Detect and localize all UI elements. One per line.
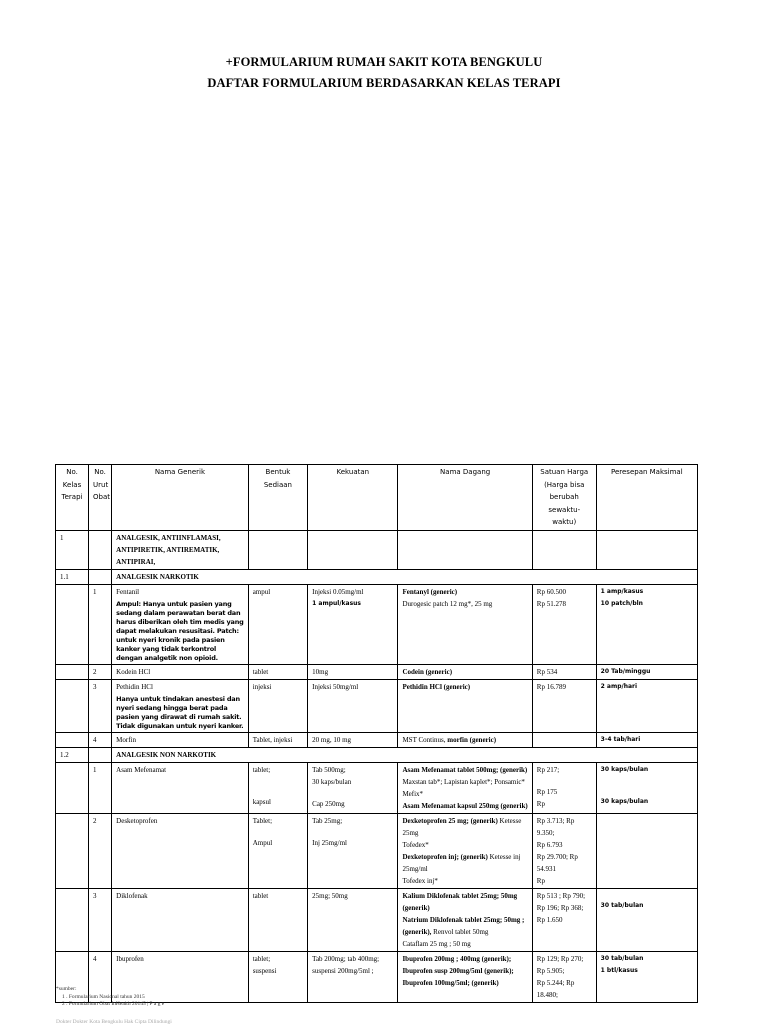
- brand-name: Renvol tablet 50mg: [431, 927, 489, 936]
- brand-name-generic: Dexketoprofen inj; (generik): [402, 852, 488, 861]
- subcategory-number: 1.1: [56, 569, 89, 584]
- max-prescription: 1 amp/kasus: [600, 587, 644, 595]
- strength: 10mg: [308, 664, 398, 679]
- unit-price: Rp 60.500: [536, 587, 566, 596]
- brand-name: Ibuprofen 100mg/5ml; (generik): [402, 978, 499, 987]
- table-row: [56, 584, 698, 664]
- handwritten-note: Ampul: Hanya untuk pasien yang sedang dalam perawatan berat dan harus diberikan oleh tim medis yang dapat melakukan resusitasi. Patch: untuk nyeri kronik pada pasien kanker yang tidak terkontrol dengan analgetik non opioid.: [116, 599, 244, 662]
- header-no-urut: No. Urut Obat: [89, 465, 112, 531]
- strength: 30 kaps/bulan: [312, 777, 352, 786]
- dosage-form: tablet;: [252, 765, 271, 774]
- brand-name: Fentanyl (generic): [402, 587, 458, 596]
- dosage-form: tablet: [248, 888, 307, 951]
- header-kekuatan: Kekuatan: [308, 465, 398, 531]
- max-prescription: 3-4 tab/hari: [596, 732, 697, 747]
- category-row: [56, 530, 698, 569]
- subcategory-label: ANALGESIK NARKOTIK: [112, 569, 698, 584]
- row-number: 3: [89, 679, 112, 732]
- row-number: 4: [89, 951, 112, 1002]
- generic-name: Kodein HCl: [112, 664, 249, 679]
- footnote-reference: 1 . Formularium Nasional tahun 2015: [62, 994, 145, 1000]
- strength: 20 mg, 10 mg: [308, 732, 398, 747]
- dosage-form: ampul: [248, 584, 307, 664]
- unit-price: Rp 6.793: [536, 840, 563, 849]
- brand-name: Codein (generic): [398, 664, 532, 679]
- row-number: 1: [89, 762, 112, 813]
- unit-price: Rp 3.713; Rp 9.350;: [536, 816, 575, 837]
- max-prescription: 20 Tab/minggu: [596, 664, 697, 679]
- strength: Tab 25mg;: [312, 816, 343, 825]
- strength-note: 1 ampul/kasus: [312, 599, 361, 607]
- max-prescription: 10 patch/bln: [600, 599, 643, 607]
- brand-name: Durogesic patch 12 mg*, 25 mg: [402, 599, 493, 608]
- generic-name: Ibuprofen: [112, 951, 249, 1002]
- footnote-source: *sumber:: [56, 986, 77, 992]
- table-row: [56, 679, 698, 732]
- table-row: [56, 813, 698, 888]
- row-number: 3: [89, 888, 112, 951]
- brand-name: Asam Mefenamat kapsul 250mg (generik): [402, 801, 528, 810]
- unit-price: Rp: [536, 876, 545, 885]
- dosage-form: tablet;: [252, 954, 271, 963]
- brand-name: Asam Mefenamat tablet 500mg; (generik): [402, 765, 528, 774]
- subcategory-number: 1.2: [56, 747, 89, 762]
- brand-name: Ketesse inj 25mg/ml: [402, 852, 521, 873]
- subcategory-row: [56, 569, 698, 584]
- max-prescription: 30 kaps/bulan: [600, 797, 649, 805]
- unit-price: Rp 51.278: [536, 599, 566, 608]
- subcategory-row: [56, 747, 698, 762]
- max-prescription: 30 tab/bulan: [600, 901, 644, 909]
- brand-name: Pethidin HCl (generic): [398, 679, 532, 732]
- strength: 25mg; 50mg: [308, 888, 398, 951]
- brand-name: MST Continus,: [402, 735, 448, 744]
- header-satuan-harga: Satuan Harga (Harga bisa berubah sewaktu-waktu): [532, 465, 596, 531]
- brand-name: Maxstan tab*; Lapistan kaplet*; Ponsamic* Mefix*: [402, 777, 525, 798]
- strength: Injeksi 0.05mg/ml: [312, 587, 364, 596]
- brand-name: Cataflam 25 mg ; 50 mg: [402, 939, 471, 948]
- unit-price: Rp 196; Rp 368;: [536, 903, 584, 912]
- dosage-form: Tablet, injeksi: [248, 732, 307, 747]
- dosage-form: Ampul: [252, 838, 273, 847]
- unit-price: Rp: [536, 799, 545, 808]
- header-nama-generik: Nama Generik: [112, 465, 249, 531]
- row-number: 2: [89, 813, 112, 888]
- brand-name: Natrium Diklofenak tablet 25mg; 50mg ;: [402, 915, 525, 924]
- strength: Cap 250mg: [312, 799, 345, 808]
- strength: suspensi 200mg/5ml ;: [312, 966, 374, 975]
- footnote-reference: 2 . Formularium Obat InHealth 20145 | P a g e: [62, 1001, 165, 1007]
- document-subtitle: DAFTAR FORMULARIUM BERDASARKAN KELAS TERAPI: [207, 76, 561, 90]
- max-prescription: 30 kaps/bulan: [600, 765, 649, 773]
- dosage-form: tablet: [248, 664, 307, 679]
- max-prescription: 1 btl/kasus: [600, 966, 638, 974]
- strength: Injeksi 50mg/ml: [308, 679, 398, 732]
- brand-name: Kalium Diklofenak tablet 25mg; 50mg (generik): [402, 891, 518, 912]
- subcategory-label: ANALGESIK NON NARKOTIK: [112, 747, 698, 762]
- generic-name: Diklofenak: [112, 888, 249, 951]
- strength: Tab 500mg;: [312, 765, 346, 774]
- brand-name-generic: Dexketoprofen 25 mg; (generik): [402, 816, 498, 825]
- unit-price: Rp 1.650: [536, 915, 563, 924]
- brand-name: Tofedex inj*: [402, 876, 438, 885]
- table-row: [56, 732, 698, 747]
- unit-price: Rp 129; Rp 270;: [536, 954, 584, 963]
- row-number: 1: [89, 584, 112, 664]
- generic-name: Asam Mefenamat: [112, 762, 249, 813]
- brand-name: Ibuprofen susp 200mg/5ml (generik);: [402, 966, 514, 975]
- dosage-form: kapsul: [252, 797, 271, 806]
- formulary-table: [55, 464, 698, 1003]
- brand-name-generic: morfin (generic): [447, 735, 497, 744]
- row-number: 4: [89, 732, 112, 747]
- generic-name: Fentanil: [116, 587, 140, 596]
- generic-name: Desketoprofen: [112, 813, 249, 888]
- header-bentuk-sediaan: Bentuk Sediaan: [248, 465, 307, 531]
- brand-name-generic: (generik),: [402, 927, 432, 936]
- dosage-form: Tablet;: [252, 816, 273, 825]
- unit-price: Rp 5.244; Rp 18.480;: [536, 978, 575, 999]
- unit-price: Rp 16.789: [532, 679, 596, 732]
- brand-name: Tofedex*: [402, 840, 429, 849]
- header-nama-dagang: Nama Dagang: [398, 465, 532, 531]
- brand-name: Ketesse 25mg: [402, 816, 522, 837]
- category-label: ANALGESIK, ANTIINFLAMASI, ANTIPIRETIK, ANTIREMATIK, ANTIPIRAI,: [112, 530, 249, 569]
- unit-price: Rp 175: [536, 787, 558, 796]
- table-row: [56, 762, 698, 813]
- header-peresepan-maksimal: Peresepan Maksimal: [596, 465, 697, 531]
- document-title: +FORMULARIUM RUMAH SAKIT KOTA BENGKULU: [225, 55, 543, 69]
- table-row: [56, 888, 698, 951]
- unit-price: Rp 513 ; Rp 790;: [536, 891, 586, 900]
- footer-watermark-text: Dokter Dokter Kota Bengkulu Hak Cipta Dilindungi: [56, 1019, 172, 1025]
- unit-price: Rp 29.700; Rp 54.931: [536, 852, 578, 873]
- unit-price: Rp 534: [532, 664, 596, 679]
- table-header-row: [56, 465, 698, 531]
- table-row: [56, 951, 698, 1002]
- header-no-kelas: No. Kelas Terapi: [56, 465, 89, 531]
- row-number: 2: [89, 664, 112, 679]
- handwritten-note: Hanya untuk tindakan anestesi dan nyeri sedang hingga berat pada pasien yang dirawat di rumah sakit. Tidak digunakan untuk nyeri kanker.: [116, 694, 244, 730]
- generic-name: Pethidin HCl: [116, 682, 153, 691]
- max-prescription: 2 amp/hari: [596, 679, 697, 732]
- dosage-form: suspensi: [252, 966, 277, 975]
- unit-price: Rp 217;: [536, 765, 560, 774]
- table-row: [56, 664, 698, 679]
- max-prescription: 30 tab/bulan: [600, 954, 644, 962]
- unit-price: Rp 5.905;: [536, 966, 565, 975]
- category-number: 1: [56, 530, 89, 569]
- strength: Inj 25mg/ml: [312, 838, 347, 847]
- brand-name: Ibuprofen 200mg ; 400mg (generik);: [402, 954, 512, 963]
- strength: Tab 200mg; tab 400mg;: [312, 954, 380, 963]
- generic-name: Morfin: [112, 732, 249, 747]
- dosage-form: injeksi: [248, 679, 307, 732]
